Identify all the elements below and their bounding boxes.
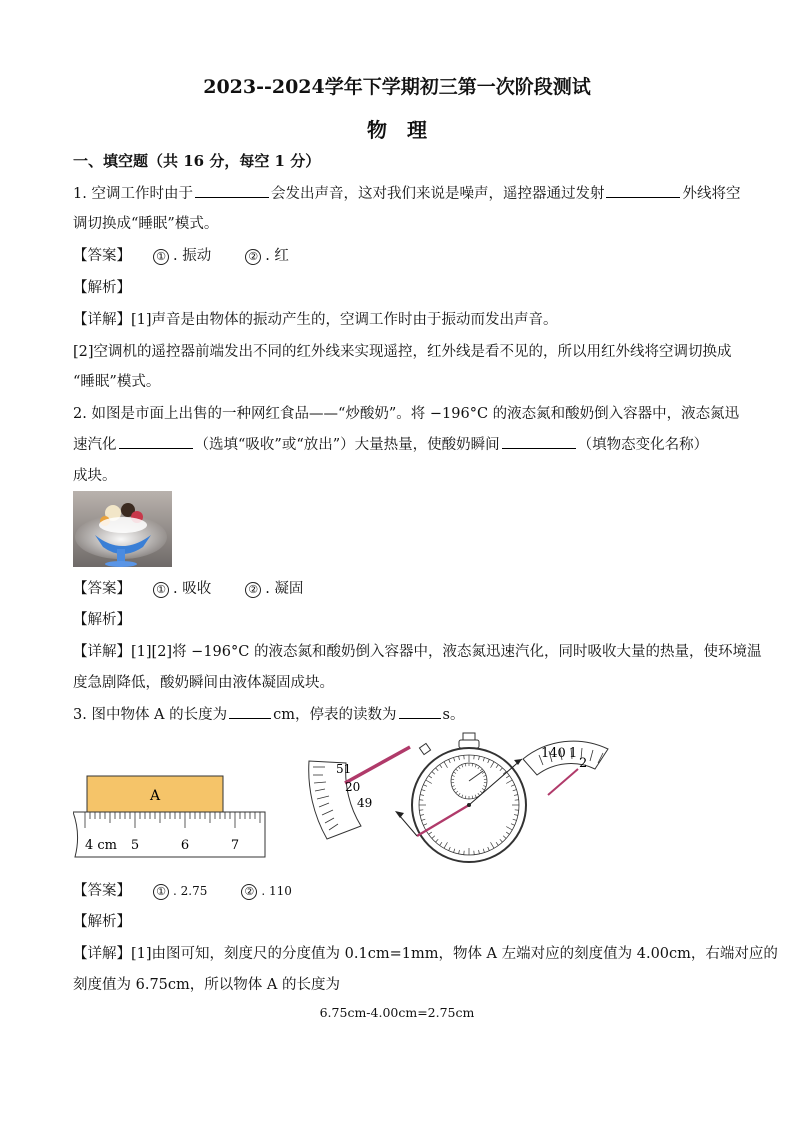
q3-text-c: s。 [442,707,465,723]
answer-tag: 【答案】 [73,883,131,899]
subject-title: 物 理 [367,118,427,142]
answer-tag: 【答案】 [73,581,131,597]
ruler-label-6: 6 [180,838,190,853]
q3-detail-2: 刻度值为 6.75cm，所以物体 A 的长度为 [73,977,340,993]
answer-number-1: ① [153,582,169,598]
measurement-figure [73,731,733,881]
q3-blank-2 [399,703,441,719]
q3-formula: 6.75cm-4.00cm=2.75cm [319,1005,475,1020]
ruler-label-7: 7 [230,838,240,853]
q2-detail-1: 【详解】[1][2]将 −196°C 的液态氮和酸奶倒入容器中，液态氮迅速汽化，同时吸收大量的热量，使环境温 [73,644,762,660]
q3-line1 [73,703,464,724]
answer-number-2: ② [241,884,257,900]
q3-analysis-tag: 【解析】 [73,914,131,930]
magnified-scale-left [309,747,410,839]
answer-tag: 【答案】 [73,248,131,264]
block-label: A [149,788,161,804]
q1-detail-2: [2]空调机的遥控器前端发出不同的红外线来实现遥控，红外线是看不见的，所以用红外线将空调切换成 [73,344,732,360]
q1-answer [73,244,289,265]
q1-blank-1 [195,182,269,198]
scale-label-20: 20 [345,780,361,794]
q2-text-c: （填物态变化名称） [577,437,709,453]
section-heading: 一、填空题（共 16 分，每空 1 分） [73,152,321,170]
q2-text-b: （选填“吸收”或“放出”）大量热量，使酸奶瞬间 [194,437,500,453]
scale-label-49: 49 [357,796,373,810]
q3-text-a: 3. 图中物体 A 的长度为 [73,707,228,723]
exam-title: 2023--2024学年下学期初三第一次阶段测试 [203,76,591,98]
answer-number-2: ② [245,582,261,598]
q1-line2: 调切换成“睡眠”模式。 [73,216,219,232]
scale-label-51: 51 [336,762,352,776]
q3-answer [73,879,292,900]
answer-number-1: ① [153,884,169,900]
q1-line1 [73,182,740,203]
q1-detail-3: “睡眠”模式。 [73,374,161,390]
q2-line1: 2. 如图是市面上出售的一种网红食品——“炒酸奶”。将 −196°C 的液态氮和酸奶倒入容器中，液态氮迅 [73,406,740,422]
q1-text-b: 会发出声音，这对我们来说是噪声，遥控器通过发射 [270,186,605,202]
ruler-label-5: 5 [130,838,140,853]
q1-text-c: 外线将空 [682,186,741,202]
ruler-diagram [73,776,265,857]
answer-number-2: ② [245,249,261,265]
dial-label-1: 1 [569,746,578,761]
q2-blank-2 [502,433,576,449]
q3-detail-1: 【详解】[1]由图可知，刻度尺的分度值为 0.1cm=1mm，物体 A 左端对应的刻度值为 4.00cm，右端对应的 [73,946,778,962]
q3-blank-1 [229,703,271,719]
q2-blank-1 [119,433,193,449]
fried-yogurt-photo [73,491,172,567]
q1-answer-1: . 振动 [173,248,212,264]
dial-label-2: 2 [579,756,588,771]
q2-answer-2: . 凝固 [265,581,304,597]
magnified-scale-right [523,741,608,795]
q2-line2 [73,433,708,454]
q1-text-a: 1. 空调工作时由于 [73,186,193,202]
q2-analysis-tag: 【解析】 [73,612,131,628]
q3-answer-1: . 2.75 [173,884,208,898]
q2-text-a: 速汽化 [73,437,117,453]
q1-detail-1: 【详解】[1]声音是由物体的振动产生的，空调工作时由于振动而发出声音。 [73,312,558,328]
q2-answer-1: . 吸收 [173,581,212,597]
q2-detail-2: 度急剧降低，酸奶瞬间由液体凝固成块。 [73,675,334,691]
q1-answer-2: . 红 [265,248,289,264]
q3-text-b: cm，停表的读数为 [273,707,397,723]
ruler-label-4cm: 4 cm [84,838,118,853]
stopwatch-icon [395,733,526,862]
q1-blank-2 [606,182,680,198]
answer-number-1: ① [153,249,169,265]
q2-answer [73,577,303,598]
dial-label-140: 140 [541,746,566,761]
q3-answer-2: . 110 [261,884,292,898]
q1-analysis-tag: 【解析】 [73,280,131,296]
q2-line3: 成块。 [73,468,117,484]
